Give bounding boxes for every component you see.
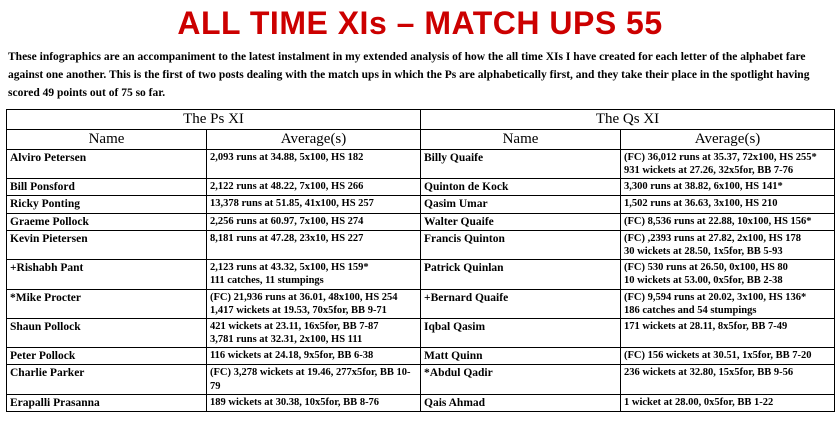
player-averages bbox=[207, 231, 421, 260]
player-name: Quinton de Kock bbox=[421, 178, 621, 195]
player-average-line1: (FC) 21,936 runs at 36.01, 48x100, HS 254 bbox=[210, 291, 398, 303]
column-heading-row bbox=[7, 129, 835, 149]
player-averages bbox=[621, 365, 835, 394]
player-average-line2: 186 catches and 54 stumpings bbox=[624, 304, 757, 316]
player-averages bbox=[207, 196, 421, 213]
player-average-line1: 8,181 runs at 47.28, 23x10, HS 227 bbox=[210, 233, 364, 244]
table-row bbox=[7, 365, 835, 394]
player-name: Qais Ahmad bbox=[421, 394, 621, 411]
player-average-line2: 1,417 wickets at 19.53, 70x5for, BB 9-71 bbox=[210, 304, 387, 316]
player-name: *Abdul Qadir bbox=[421, 365, 621, 394]
player-average-line1: 171 wickets at 28.11, 8x5for, BB 7-49 bbox=[624, 320, 788, 332]
player-averages bbox=[207, 260, 421, 289]
player-average-line1: 3,300 runs at 38.82, 6x100, HS 141* bbox=[624, 180, 783, 192]
player-averages bbox=[621, 394, 835, 411]
player-average-line1: 2,256 runs at 60.97, 7x100, HS 274 bbox=[210, 215, 364, 227]
table-row bbox=[7, 213, 835, 230]
right-col-header-name: Name bbox=[421, 129, 621, 149]
player-averages bbox=[207, 149, 421, 178]
player-averages bbox=[621, 260, 835, 289]
player-averages bbox=[207, 213, 421, 230]
player-average-line2: 931 wickets at 27.26, 32x5for, BB 7-76 bbox=[624, 164, 794, 176]
player-name: Qasim Umar bbox=[421, 196, 621, 213]
player-averages bbox=[621, 289, 835, 318]
player-average-line2: 3,781 runs at 32.31, 2x100, HS 111 bbox=[210, 333, 363, 345]
table-row bbox=[7, 318, 835, 347]
player-average-line1: (FC) 3,278 wickets at 19.46, 277x5for, BB 10-79 bbox=[210, 367, 411, 392]
right-team-heading: The Qs XI bbox=[421, 109, 835, 129]
player-average-line1: 1,502 runs at 36.63, 3x100, HS 210 bbox=[624, 198, 778, 210]
intro-paragraph: These infographics are an accompaniment to the latest instalment in my extended analysis of how the all time XIs I have created for each letter of the alphabet fare against one another. This is the first of two posts dealing with the match ups in which the Ps are alphabetically first, and they take their place in the spotlight having scored 49 points out of 75 so far. bbox=[8, 51, 810, 99]
table-row bbox=[7, 348, 835, 365]
player-averages bbox=[621, 149, 835, 178]
player-name: Bill Ponsford bbox=[7, 178, 207, 195]
player-averages bbox=[621, 231, 835, 260]
player-name: Erapalli Prasanna bbox=[7, 394, 207, 411]
player-name: +Rishabh Pant bbox=[7, 260, 207, 289]
player-averages bbox=[207, 289, 421, 318]
player-name: Iqbal Qasim bbox=[421, 318, 621, 347]
player-averages bbox=[207, 394, 421, 411]
table-row bbox=[7, 149, 835, 178]
team-heading-row bbox=[7, 109, 835, 129]
player-averages bbox=[207, 318, 421, 347]
player-averages bbox=[207, 365, 421, 394]
player-averages bbox=[207, 348, 421, 365]
player-average-line1: 2,093 runs at 34.88, 5x100, HS 182 bbox=[210, 151, 364, 163]
player-averages bbox=[621, 213, 835, 230]
player-averages bbox=[621, 178, 835, 195]
player-average-line1: 189 wickets at 30.38, 10x5for, BB 8-76 bbox=[210, 396, 380, 408]
player-average-line2: 111 catches, 11 stumpings bbox=[210, 275, 324, 287]
player-name: Graeme Pollock bbox=[7, 213, 207, 230]
player-averages bbox=[207, 178, 421, 195]
player-average-line1: 1 wicket at 28.00, 0x5for, BB 1-22 bbox=[624, 396, 774, 408]
table-row bbox=[7, 196, 835, 213]
player-name: Shaun Pollock bbox=[7, 318, 207, 347]
player-average-line1: (FC) 530 runs at 26.50, 0x100, HS 80 bbox=[624, 262, 788, 274]
player-average-line1: (FC) 8,536 runs at 22.88, 10x100, HS 156* bbox=[624, 215, 812, 227]
player-name: Alviro Petersen bbox=[7, 149, 207, 178]
player-average-line2: 10 wickets at 53.00, 0x5for, BB 2-38 bbox=[624, 275, 783, 287]
table-row bbox=[7, 178, 835, 195]
player-average-line1: (FC) ,2393 runs at 27.82, 2x100, HS 178 bbox=[624, 233, 802, 244]
table-row bbox=[7, 260, 835, 289]
left-team-heading: The Ps XI bbox=[7, 109, 421, 129]
table-row bbox=[7, 394, 835, 411]
right-col-header-average: Average(s) bbox=[621, 129, 835, 149]
player-average-line1: (FC) 36,012 runs at 35.37, 72x100, HS 255* bbox=[624, 151, 817, 163]
player-name: +Bernard Quaife bbox=[421, 289, 621, 318]
left-col-header-average: Average(s) bbox=[207, 129, 421, 149]
player-name: Charlie Parker bbox=[7, 365, 207, 394]
matchups-table bbox=[6, 109, 835, 412]
player-average-line1: 116 wickets at 24.18, 9x5for, BB 6-38 bbox=[210, 350, 374, 361]
page-title: ALL TIME XIs – MATCH UPS 55 bbox=[177, 5, 663, 41]
player-averages bbox=[621, 196, 835, 213]
player-name: Patrick Quinlan bbox=[421, 260, 621, 289]
player-average-line1: 421 wickets at 23.11, 16x5for, BB 7-87 bbox=[210, 320, 379, 332]
player-name: Billy Quaife bbox=[421, 149, 621, 178]
player-average-line1: 236 wickets at 32.80, 15x5for, BB 9-56 bbox=[624, 367, 794, 379]
player-average-line1: 2,123 runs at 43.32, 5x100, HS 159* bbox=[210, 262, 369, 274]
player-average-line1: 13,378 runs at 51.85, 41x100, HS 257 bbox=[210, 198, 374, 210]
player-name: Matt Quinn bbox=[421, 348, 621, 365]
player-name: Peter Pollock bbox=[7, 348, 207, 365]
player-average-line1: 2,122 runs at 48.22, 7x100, HS 266 bbox=[210, 180, 364, 192]
table-row bbox=[7, 289, 835, 318]
player-average-line1: (FC) 9,594 runs at 20.02, 3x100, HS 136* bbox=[624, 291, 807, 303]
player-average-line1: (FC) 156 wickets at 30.51, 1x5for, BB 7-20 bbox=[624, 350, 812, 361]
table-row bbox=[7, 231, 835, 260]
player-averages bbox=[621, 318, 835, 347]
infographic-page bbox=[0, 6, 840, 421]
player-name: Ricky Ponting bbox=[7, 196, 207, 213]
player-average-line2: 30 wickets at 28.50, 1x5for, BB 5-93 bbox=[624, 246, 783, 258]
player-name: Francis Quinton bbox=[421, 231, 621, 260]
player-name: *Mike Procter bbox=[7, 289, 207, 318]
left-col-header-name: Name bbox=[7, 129, 207, 149]
player-averages bbox=[621, 348, 835, 365]
player-name: Walter Quaife bbox=[421, 213, 621, 230]
player-name: Kevin Pietersen bbox=[7, 231, 207, 260]
